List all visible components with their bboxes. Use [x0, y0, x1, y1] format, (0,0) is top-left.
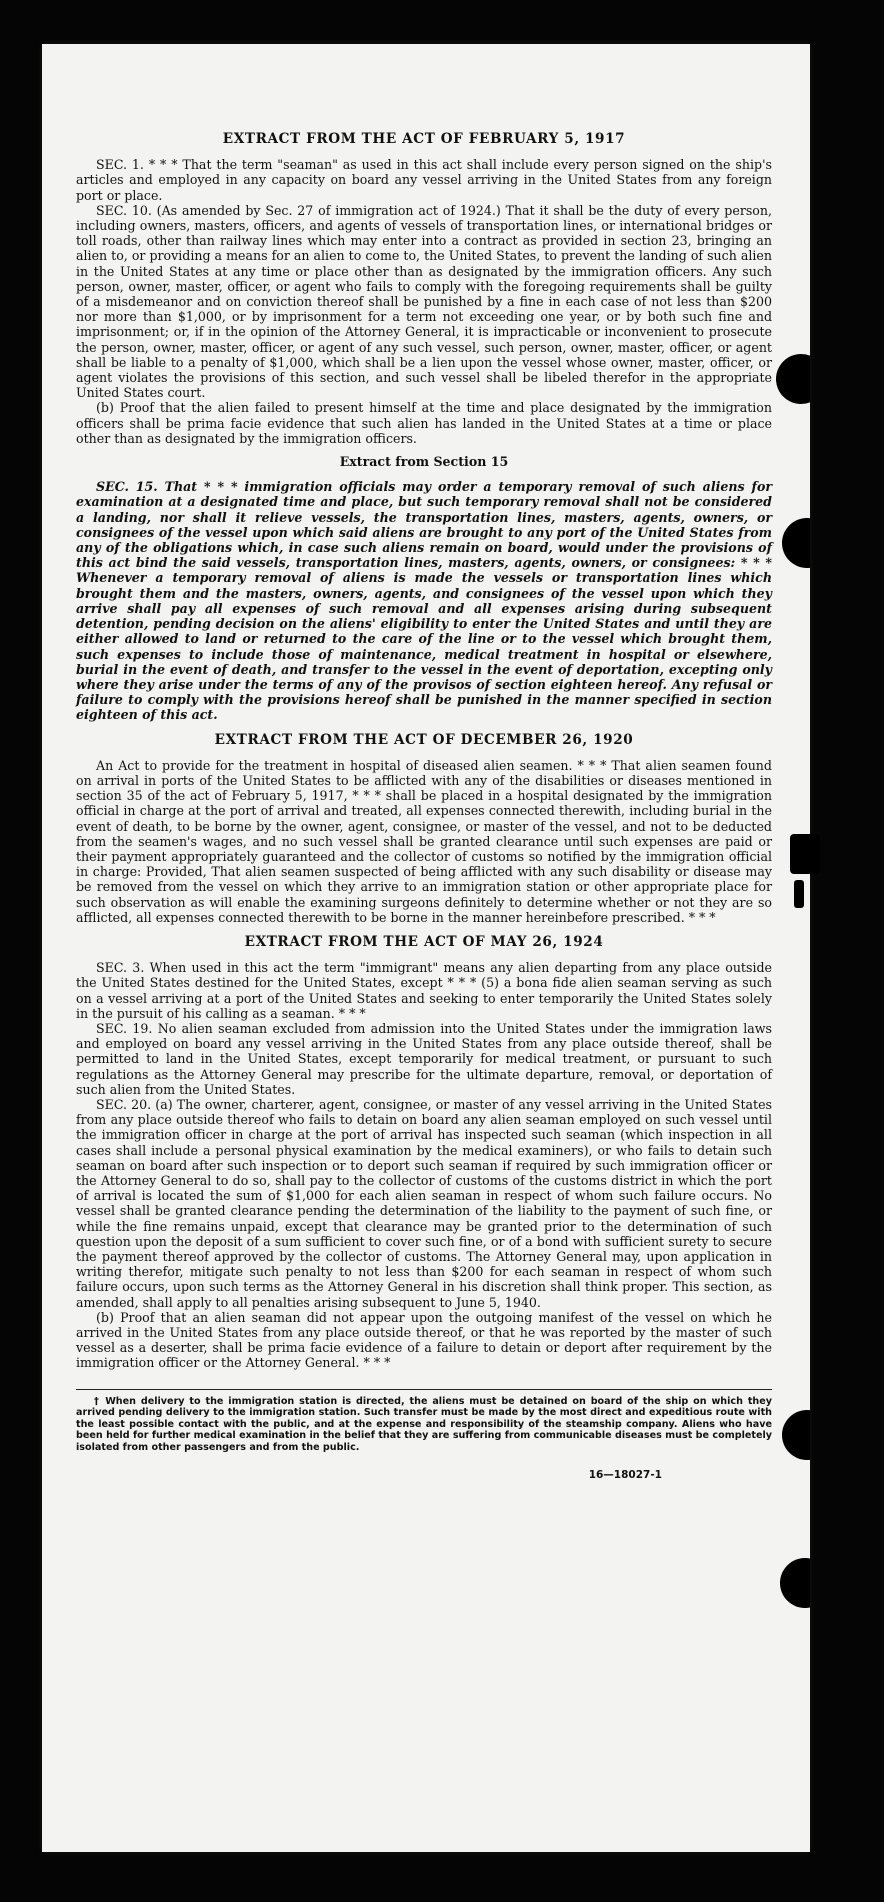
paragraph-sec-20-b: (b) Proof that an alien seaman did not appear upon the outgoing manifest of the vessel on which he arrived in the United States from any place outside thereof, or that he was reported by the master of such vessel as a deserter, shall be prima facie evidence of a failure to detain or deport after requirement by the immigration officer or the Attorney General. * * *: [76, 1309, 772, 1371]
edge-artifact-small: [794, 880, 804, 908]
paragraph-sec-1: SEC. 1. * * * That the term "seaman" as used in this act shall include every person signed on the ship's articles and employed in any capacity on board any vessel arriving in the United States from any foreign port or place.: [76, 157, 772, 203]
punch-hole-upper: [782, 518, 810, 568]
footnote-text: † When delivery to the immigration station is directed, the aliens must be detained on board of the ship on which they arrived pending delivery to the immigration station. Such transfer must be made by the most direct and expeditious route with the least possible contact with the public, and at the expense and responsibility of the steamship company. Aliens who have been held for further medical examination in the belief that they are suffering from communicable diseases must be completely isolated from other passengers and from the public.: [76, 1395, 772, 1454]
paragraph-sec-10-b: (b) Proof that the alien failed to present himself at the time and place designated by the immigration officers shall be prima facie evidence that such alien has landed in the United States at a time or place other than as designated by the immigration officers.: [76, 400, 772, 446]
paragraph-sec-15: SEC. 15. That * * * immigration officials may order a temporary removal of such aliens for examination at a designated time and place, but such temporary removal shall not be considered a landing, nor shall it relieve vessels, the transportation lines, masters, agents, owners, or consignees of the vessel upon which said aliens are brought to any port of the United States from any of the obligations which, in case such aliens remain on board, would under the provisions of this act bind the said vessels, transportation lines, masters, agents, owners, or consignees: * * * Whenever a temporary removal of aliens is made the vessels or transportation lines which brought them and the masters, owners, agents, and consignees of the vessel upon which they arrive shall pay all expenses of such removal and all expenses arising during subsequent detention, pending decision on the aliens' eligibility to enter the United States and until they are either allowed to land or returned to the care of the line or to the vessel which brought them, such expenses to include those of maintenance, medical treatment in hospital or elsewhere, burial in the event of death, and transfer to the vessel in the event of deportation, excepting only where they arise under the terms of any of the provisos of section eighteen hereof. Any refusal or failure to comply with the provisions hereof shall be punished in the manner specified in section eighteen of this act.: [76, 479, 772, 723]
punch-hole-top: [776, 354, 810, 404]
paragraph-sec-10: SEC. 10. (As amended by Sec. 27 of immigration act of 1924.) That it shall be the duty of every person, including owners, masters, officers, and agents of vessels of transportation lines, or international bridges or toll roads, other than railway lines which may enter into a contract as provided in section 23, bringing an alien to, or providing a means for an alien to come to, the United States, to prevent the landing of such alien in the United States at any time or place other than as designated by the immigration officers. Any such person, owner, master, officer, or agent who fails to comply with the foregoing requirements shall be guilty of a misdemeanor and on conviction thereof shall be punished by a fine in each case of not less than $200 nor more than $1,000, or by imprisonment for a term not exceeding one year, or by both such fine and imprisonment; or, if in the opinion of the Attorney General, it is impracticable or inconvenient to prosecute the person, owner, master, officer, or agent of any such vessel, such person, owner, master, officer, or agent shall be liable to a penalty of $1,000, which shall be a lien upon the vessel whose owner, master, officer, or agent violates the provisions of this section, and such vessel shall be libeled therefor in the appropriate United States court.: [76, 202, 772, 401]
document-page: [42, 44, 810, 1852]
footnote: [76, 1389, 772, 1454]
heading-act-1917: EXTRACT FROM THE ACT OF FEBRUARY 5, 1917: [222, 131, 626, 147]
heading-act-1920: EXTRACT FROM THE ACT OF DECEMBER 26, 1920: [214, 731, 634, 748]
subheading-section-15: Extract from Section 15: [339, 454, 509, 470]
document-body: [76, 132, 772, 1483]
paragraph-sec-3: SEC. 3. When used in this act the term "immigrant" means any alien departing from any place outside the United States destined for the United States, except * * * (5) a bona fide alien seaman serving as such on a vessel arriving at a port of the United States and seeking to enter temporarily the United States solely in the pursuit of his calling as a seaman. * * *: [76, 960, 772, 1021]
document-number: 16—18027-1: [588, 1468, 662, 1481]
punch-hole-lower: [782, 1410, 810, 1460]
edge-artifact: [790, 834, 820, 874]
heading-act-1924: EXTRACT FROM THE ACT OF MAY 26, 1924: [244, 933, 604, 950]
paragraph-sec-20-a: SEC. 20. (a) The owner, charterer, agent, consignee, or master of any vessel arriving in the United States from any place outside thereof who fails to detain on board any alien seaman employed on such vessel until the immigration officer in charge at the port of arrival has inspected such seaman (which inspection in all cases shall include a personal physical examination by the medical examiners), or who fails to detain such seaman on board after such inspection or to deport such seaman if required by such immigration officer or the Attorney General to do so, shall pay to the collector of customs of the customs district in which the port of arrival is located the sum of $1,000 for each alien seaman in respect of whom such failure occurs. No vessel shall be granted clearance pending the determination of the liability to the payment of such fine, or while the fine remains unpaid, except that clearance may be granted prior to the determination of such question upon the deposit of a sum sufficient to cover such fine, or of a bond with sufficient surety to secure the payment thereof approved by the collector of customs. The Attorney General may, upon application in writing therefor, mitigate such penalty to not less than $200 for each seaman in respect of whom such failure occurs, upon such terms as the Attorney General in his discretion shall think proper. This section, as amended, shall apply to all penalties arising subsequent to June 5, 1940.: [76, 1096, 772, 1310]
paragraph-sec-19: SEC. 19. No alien seaman excluded from admission into the United States under the immigration laws and employed on board any vessel arriving in the United States from any place outside thereof, shall be permitted to land in the United States, except temporarily for medical treatment, or pursuant to such regulations as the Attorney General may prescribe for the ultimate departure, removal, or deportation of such alien from the United States.: [76, 1020, 772, 1097]
paragraph-act-1920: An Act to provide for the treatment in hospital of diseased alien seamen. * * * That alien seamen found on arrival in ports of the United States to be afflicted with any of the disabilities or diseases mentioned in section 35 of the act of February 5, 1917, * * * shall be placed in a hospital designated by the immigration official in charge at the port of arrival and treated, all expenses connected therewith, including burial in the event of death, to be borne by the owner, agent, consignee, or master of the vessel, and not to be deducted from the seamen's wages, and no such vessel shall be granted clearance until such expenses are paid or their payment appropriately guaranteed and the collector of customs so notified by the immigration official in charge: Provided, That alien seamen suspected of being afflicted with any such disability or disease may be removed from the vessel on which they arrive to an immigration station or other appropriate place for such observation as will enable the examining surgeons definitely to determine whether or not they are so afflicted, all expenses connected therewith to be borne in the manner hereinbefore prescribed. * * *: [76, 757, 772, 925]
punch-hole-bottom: [780, 1558, 810, 1608]
